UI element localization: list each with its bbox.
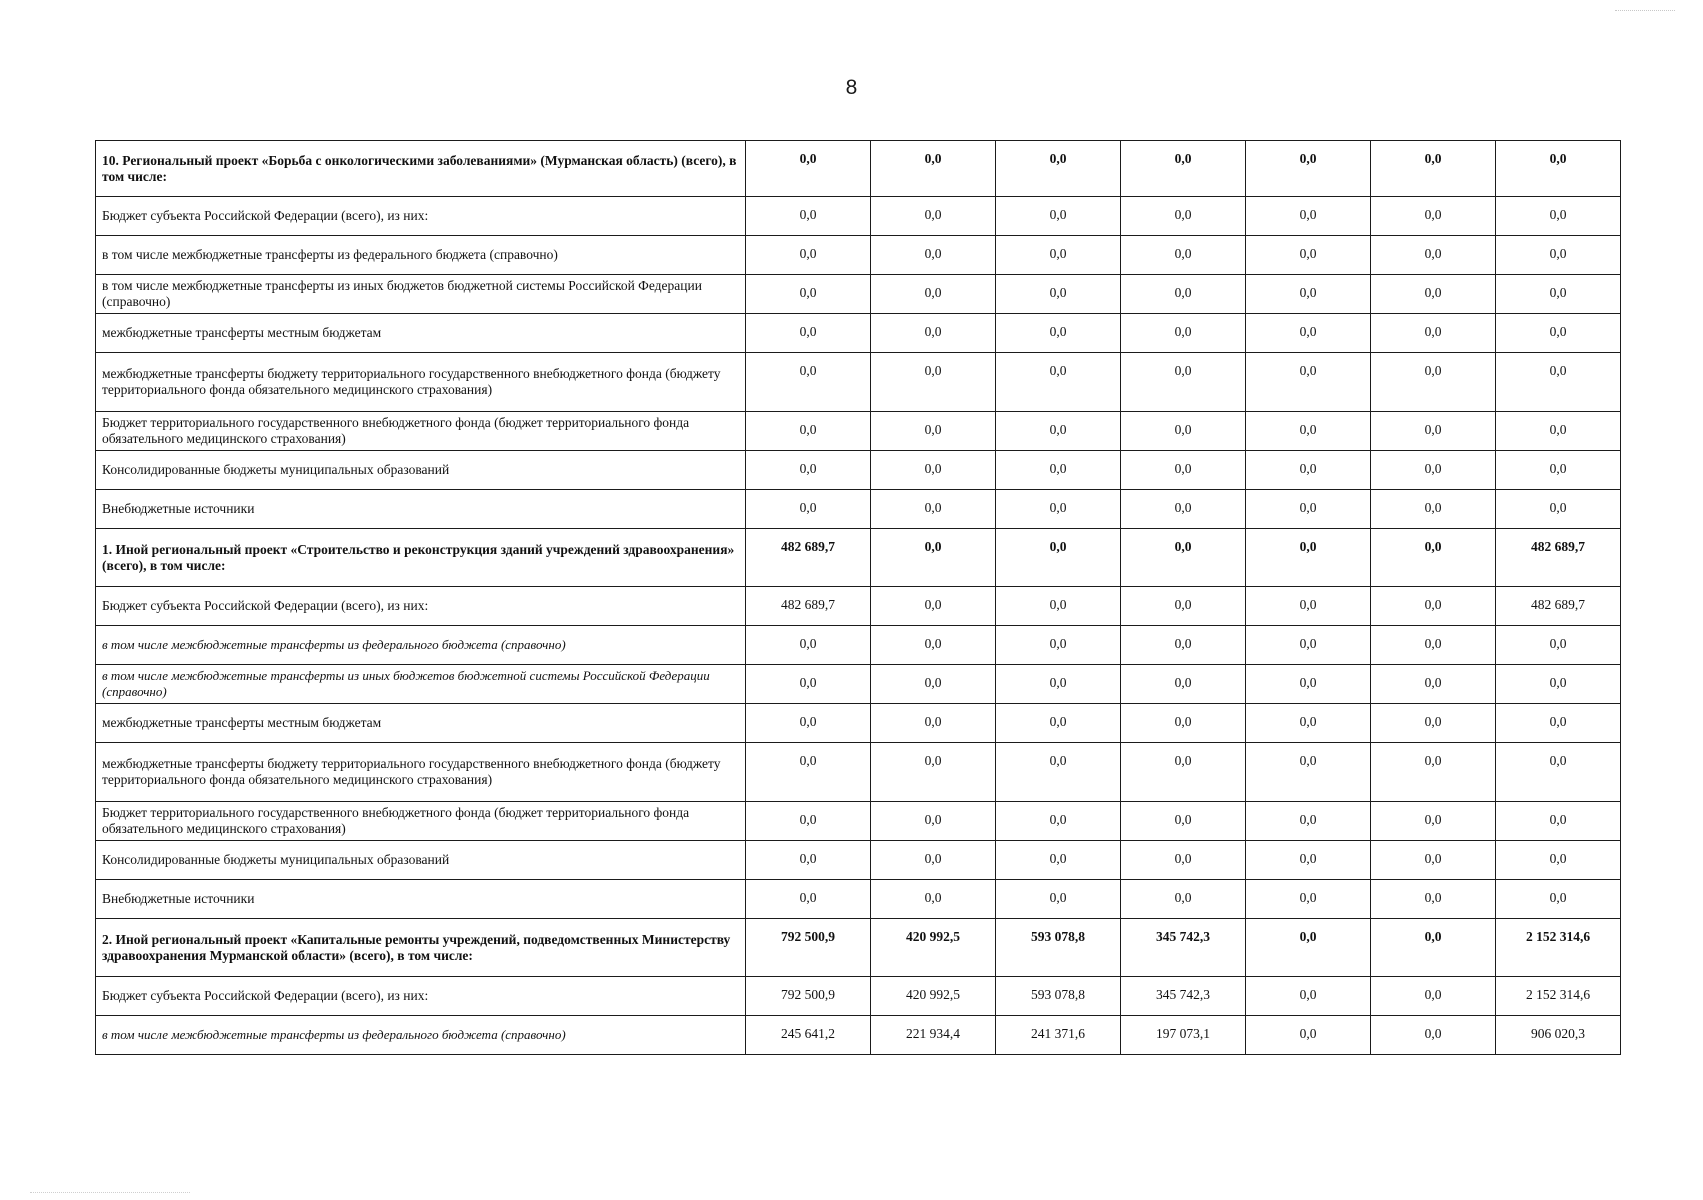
value-cell: 0,0 <box>1371 412 1496 451</box>
value-cell: 0,0 <box>1246 587 1371 626</box>
value-cell: 0,0 <box>996 353 1121 412</box>
value-cell: 0,0 <box>1121 587 1246 626</box>
value-cell: 0,0 <box>1246 529 1371 587</box>
value-cell: 0,0 <box>746 451 871 490</box>
row-label: Бюджет субъекта Российской Федерации (всего), из них: <box>96 587 746 626</box>
value-cell: 0,0 <box>1371 275 1496 314</box>
value-cell: 0,0 <box>1246 236 1371 275</box>
row-label: Внебюджетные источники <box>96 880 746 919</box>
table-row <box>96 704 1621 743</box>
value-cell: 0,0 <box>1496 353 1621 412</box>
value-cell: 0,0 <box>746 275 871 314</box>
value-cell: 0,0 <box>1496 841 1621 880</box>
value-cell: 0,0 <box>871 236 996 275</box>
value-cell: 0,0 <box>1496 880 1621 919</box>
table-row <box>96 919 1621 977</box>
value-cell: 0,0 <box>1246 919 1371 977</box>
scan-artifact-top <box>1615 10 1675 12</box>
value-cell: 0,0 <box>1371 587 1496 626</box>
table-row <box>96 626 1621 665</box>
value-cell: 0,0 <box>871 626 996 665</box>
value-cell: 0,0 <box>1246 743 1371 802</box>
value-cell: 241 371,6 <box>996 1016 1121 1055</box>
value-cell: 482 689,7 <box>1496 529 1621 587</box>
value-cell: 0,0 <box>746 141 871 197</box>
value-cell: 245 641,2 <box>746 1016 871 1055</box>
row-label: в том числе межбюджетные трансферты из иных бюджетов бюджетной системы Российской Федерации (справочно) <box>96 665 746 704</box>
value-cell: 0,0 <box>996 314 1121 353</box>
budget-table <box>95 140 1621 1055</box>
value-cell: 0,0 <box>871 704 996 743</box>
value-cell: 0,0 <box>1371 353 1496 412</box>
value-cell: 0,0 <box>1246 275 1371 314</box>
value-cell: 0,0 <box>1121 141 1246 197</box>
table-row <box>96 353 1621 412</box>
table-row <box>96 977 1621 1016</box>
value-cell: 0,0 <box>871 802 996 841</box>
value-cell: 0,0 <box>1246 626 1371 665</box>
scan-artifact-bottom <box>30 1192 190 1194</box>
value-cell: 0,0 <box>1246 412 1371 451</box>
value-cell: 0,0 <box>1121 743 1246 802</box>
value-cell: 0,0 <box>1496 197 1621 236</box>
value-cell: 0,0 <box>1121 529 1246 587</box>
table-row <box>96 880 1621 919</box>
value-cell: 0,0 <box>996 141 1121 197</box>
value-cell: 221 934,4 <box>871 1016 996 1055</box>
value-cell: 0,0 <box>1496 704 1621 743</box>
value-cell: 0,0 <box>1246 141 1371 197</box>
table-row <box>96 587 1621 626</box>
value-cell: 0,0 <box>1121 665 1246 704</box>
value-cell: 0,0 <box>871 314 996 353</box>
value-cell: 906 020,3 <box>1496 1016 1621 1055</box>
table-row <box>96 141 1621 197</box>
value-cell: 0,0 <box>1496 665 1621 704</box>
table-row <box>96 1016 1621 1055</box>
value-cell: 0,0 <box>746 314 871 353</box>
value-cell: 0,0 <box>1371 977 1496 1016</box>
row-label: в том числе межбюджетные трансферты из иных бюджетов бюджетной системы Российской Федерации (справочно) <box>96 275 746 314</box>
value-cell: 0,0 <box>1496 412 1621 451</box>
value-cell: 0,0 <box>1371 743 1496 802</box>
value-cell: 0,0 <box>871 275 996 314</box>
value-cell: 0,0 <box>1371 919 1496 977</box>
value-cell: 420 992,5 <box>871 977 996 1016</box>
value-cell: 0,0 <box>1246 704 1371 743</box>
value-cell: 0,0 <box>746 665 871 704</box>
value-cell: 0,0 <box>1121 275 1246 314</box>
value-cell: 0,0 <box>996 841 1121 880</box>
value-cell: 2 152 314,6 <box>1496 919 1621 977</box>
value-cell: 0,0 <box>1371 665 1496 704</box>
value-cell: 0,0 <box>1371 1016 1496 1055</box>
row-label: Бюджет территориального государственного внебюджетного фонда (бюджет территориального фонда обязательного медицинского страхования) <box>96 412 746 451</box>
value-cell: 0,0 <box>1121 841 1246 880</box>
value-cell: 0,0 <box>996 743 1121 802</box>
value-cell: 0,0 <box>1371 880 1496 919</box>
value-cell: 2 152 314,6 <box>1496 977 1621 1016</box>
value-cell: 593 078,8 <box>996 919 1121 977</box>
value-cell: 0,0 <box>996 412 1121 451</box>
value-cell: 0,0 <box>746 412 871 451</box>
value-cell: 0,0 <box>746 626 871 665</box>
table-row <box>96 665 1621 704</box>
value-cell: 0,0 <box>1121 451 1246 490</box>
value-cell: 0,0 <box>1121 236 1246 275</box>
value-cell: 0,0 <box>871 141 996 197</box>
value-cell: 0,0 <box>1496 802 1621 841</box>
row-label: Бюджет субъекта Российской Федерации (всего), из них: <box>96 197 746 236</box>
value-cell: 0,0 <box>871 587 996 626</box>
value-cell: 0,0 <box>996 704 1121 743</box>
value-cell: 0,0 <box>871 451 996 490</box>
value-cell: 0,0 <box>996 802 1121 841</box>
value-cell: 197 073,1 <box>1121 1016 1246 1055</box>
value-cell: 0,0 <box>1121 197 1246 236</box>
table-row <box>96 529 1621 587</box>
value-cell: 0,0 <box>746 841 871 880</box>
value-cell: 0,0 <box>996 275 1121 314</box>
row-label: Консолидированные бюджеты муниципальных образований <box>96 451 746 490</box>
row-label: в том числе межбюджетные трансферты из федерального бюджета (справочно) <box>96 1016 746 1055</box>
value-cell: 0,0 <box>871 743 996 802</box>
table-row <box>96 197 1621 236</box>
value-cell: 0,0 <box>746 802 871 841</box>
value-cell: 0,0 <box>1121 880 1246 919</box>
row-label: Внебюджетные источники <box>96 490 746 529</box>
row-label: межбюджетные трансферты местным бюджетам <box>96 314 746 353</box>
value-cell: 482 689,7 <box>746 529 871 587</box>
row-label: 1. Иной региональный проект «Строительство и реконструкция зданий учреждений здравоохранения» (всего), в том числе: <box>96 529 746 587</box>
value-cell: 0,0 <box>746 236 871 275</box>
value-cell: 0,0 <box>1246 197 1371 236</box>
table-body <box>96 141 1621 1055</box>
value-cell: 0,0 <box>1496 275 1621 314</box>
value-cell: 0,0 <box>1246 314 1371 353</box>
value-cell: 0,0 <box>1121 314 1246 353</box>
value-cell: 0,0 <box>1371 451 1496 490</box>
value-cell: 0,0 <box>1496 314 1621 353</box>
row-label: Бюджет территориального государственного внебюджетного фонда (бюджет территориального фонда обязательного медицинского страхования) <box>96 802 746 841</box>
value-cell: 0,0 <box>746 353 871 412</box>
value-cell: 0,0 <box>1371 236 1496 275</box>
value-cell: 0,0 <box>1246 977 1371 1016</box>
page-number: 8 <box>845 76 858 99</box>
table-row <box>96 802 1621 841</box>
value-cell: 0,0 <box>1246 490 1371 529</box>
value-cell: 0,0 <box>1371 314 1496 353</box>
value-cell: 0,0 <box>1371 529 1496 587</box>
row-label: межбюджетные трансферты бюджету территориального государственного внебюджетного фонда (бюджету территориального фонда обязательного медицинского страхования) <box>96 743 746 802</box>
value-cell: 420 992,5 <box>871 919 996 977</box>
value-cell: 0,0 <box>871 665 996 704</box>
table-row <box>96 275 1621 314</box>
value-cell: 0,0 <box>1121 626 1246 665</box>
value-cell: 0,0 <box>871 412 996 451</box>
value-cell: 0,0 <box>996 451 1121 490</box>
value-cell: 0,0 <box>1121 353 1246 412</box>
value-cell: 0,0 <box>1121 802 1246 841</box>
row-label: в том числе межбюджетные трансферты из федерального бюджета (справочно) <box>96 236 746 275</box>
value-cell: 0,0 <box>1371 197 1496 236</box>
value-cell: 0,0 <box>871 353 996 412</box>
value-cell: 0,0 <box>996 587 1121 626</box>
value-cell: 0,0 <box>871 197 996 236</box>
row-label: 10. Региональный проект «Борьба с онкологическими заболеваниями» (Мурманская область) (всего), в том числе: <box>96 141 746 197</box>
value-cell: 0,0 <box>1371 841 1496 880</box>
value-cell: 0,0 <box>746 704 871 743</box>
value-cell: 0,0 <box>871 490 996 529</box>
value-cell: 0,0 <box>1246 1016 1371 1055</box>
value-cell: 0,0 <box>1121 704 1246 743</box>
table-row <box>96 841 1621 880</box>
value-cell: 0,0 <box>1496 451 1621 490</box>
value-cell: 0,0 <box>1121 412 1246 451</box>
row-label: 2. Иной региональный проект «Капитальные ремонты учреждений, подведомственных Министерству здравоохранения Мурманской области» (всего), в том числе: <box>96 919 746 977</box>
value-cell: 0,0 <box>996 626 1121 665</box>
value-cell: 0,0 <box>1496 490 1621 529</box>
table-row <box>96 314 1621 353</box>
table-row <box>96 743 1621 802</box>
value-cell: 0,0 <box>1371 490 1496 529</box>
value-cell: 0,0 <box>1496 743 1621 802</box>
table-row <box>96 490 1621 529</box>
value-cell: 345 742,3 <box>1121 919 1246 977</box>
value-cell: 0,0 <box>1246 665 1371 704</box>
value-cell: 593 078,8 <box>996 977 1121 1016</box>
value-cell: 0,0 <box>1371 141 1496 197</box>
value-cell: 0,0 <box>871 841 996 880</box>
value-cell: 0,0 <box>1246 451 1371 490</box>
value-cell: 0,0 <box>996 665 1121 704</box>
row-label: в том числе межбюджетные трансферты из федерального бюджета (справочно) <box>96 626 746 665</box>
value-cell: 0,0 <box>1371 704 1496 743</box>
value-cell: 0,0 <box>871 880 996 919</box>
value-cell: 345 742,3 <box>1121 977 1246 1016</box>
value-cell: 0,0 <box>871 529 996 587</box>
row-label: Бюджет субъекта Российской Федерации (всего), из них: <box>96 977 746 1016</box>
value-cell: 0,0 <box>1246 353 1371 412</box>
value-cell: 0,0 <box>1496 236 1621 275</box>
table-row <box>96 236 1621 275</box>
value-cell: 0,0 <box>996 880 1121 919</box>
table-row <box>96 451 1621 490</box>
value-cell: 0,0 <box>996 529 1121 587</box>
value-cell: 0,0 <box>1496 141 1621 197</box>
value-cell: 0,0 <box>746 743 871 802</box>
value-cell: 0,0 <box>1371 626 1496 665</box>
value-cell: 0,0 <box>996 490 1121 529</box>
value-cell: 0,0 <box>1496 626 1621 665</box>
value-cell: 792 500,9 <box>746 977 871 1016</box>
value-cell: 0,0 <box>746 197 871 236</box>
value-cell: 0,0 <box>1121 490 1246 529</box>
table-row <box>96 412 1621 451</box>
value-cell: 0,0 <box>996 236 1121 275</box>
row-label: Консолидированные бюджеты муниципальных образований <box>96 841 746 880</box>
value-cell: 0,0 <box>1246 802 1371 841</box>
value-cell: 0,0 <box>1371 802 1496 841</box>
value-cell: 0,0 <box>1246 841 1371 880</box>
value-cell: 0,0 <box>1246 880 1371 919</box>
value-cell: 482 689,7 <box>1496 587 1621 626</box>
value-cell: 0,0 <box>996 197 1121 236</box>
value-cell: 792 500,9 <box>746 919 871 977</box>
value-cell: 0,0 <box>746 880 871 919</box>
row-label: межбюджетные трансферты местным бюджетам <box>96 704 746 743</box>
row-label: межбюджетные трансферты бюджету территориального государственного внебюджетного фонда (бюджету территориального фонда обязательного медицинского страхования) <box>96 353 746 412</box>
value-cell: 482 689,7 <box>746 587 871 626</box>
value-cell: 0,0 <box>746 490 871 529</box>
